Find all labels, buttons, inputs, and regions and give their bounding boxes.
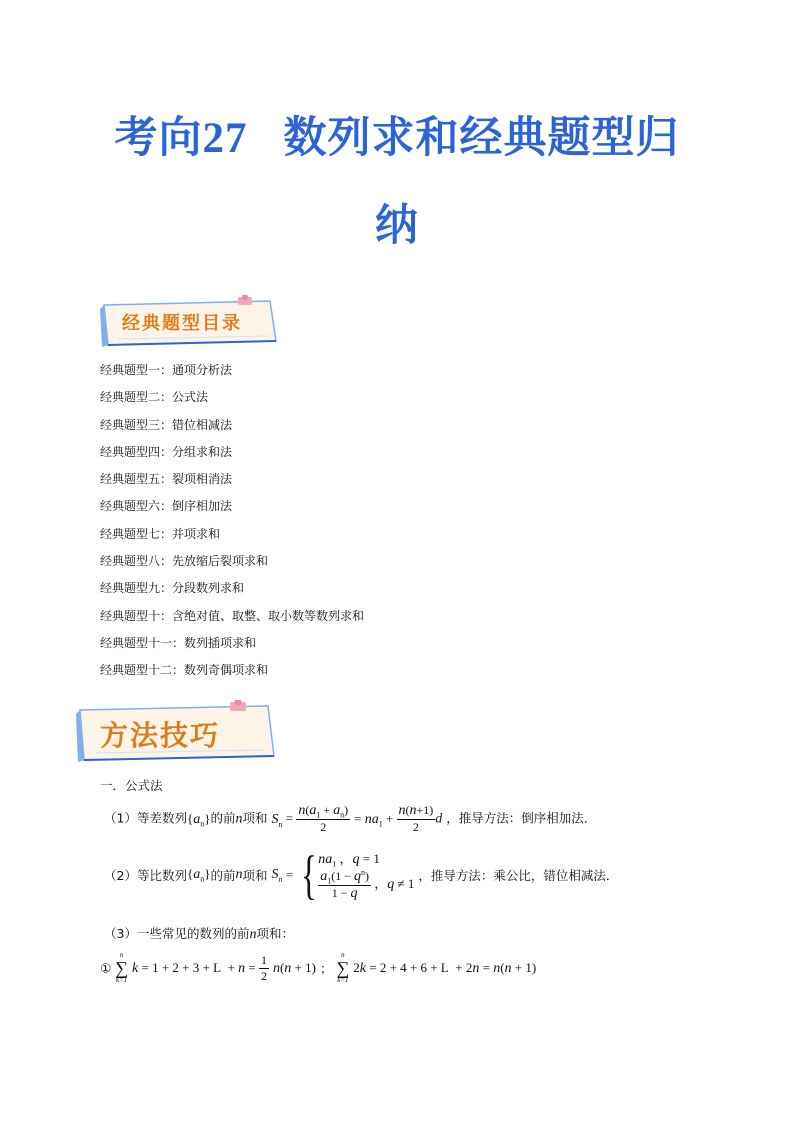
circled-one: ① [100,960,112,976]
item3-suffix: 项和： [256,926,294,941]
formula-line-3 [104,924,294,943]
seq-an: $\{a_n\}$ [186,810,211,829]
toc-item: 经典题型三：错位相减法 [100,417,233,432]
toc-item: 经典题型十二：数列奇偶项求和 [100,663,269,678]
item1-prefix: （1）等差数列 [104,810,187,826]
item2-mid: 的前 [210,868,236,883]
toc-item: 经典题型四：分组求和法 [100,444,233,459]
toc-item: 经典题型一：通项分析法 [100,363,233,377]
item2-prefix: （2）等比数列 [104,868,187,883]
sum-symbol-1: n ∑ k=1 [115,951,129,984]
page-title-line1 [0,104,794,165]
banner-method-label: 方法技巧 [100,719,221,752]
formula-line-1: （1）等差数列$\{a_n\}$的前n项和 $S_n$ = $\frac{n(a_1 + a_n)}{2}$ = $na_1$ + $\frac{n(n+1)}{2}$ d ，推导方法：倒序相加法． [104,803,597,835]
item2-suffix: 项和 [242,868,268,883]
banner-method [74,700,284,766]
section-heading: 一．公式法 [100,778,163,793]
sep: ； [319,961,333,976]
item1-suffix: 项和 [242,810,268,826]
item1-n: n [235,811,243,827]
toc-item: 经典题型二：公式法 [100,390,209,405]
item3-prefix: （3）一些常见的数列的前 [104,926,250,941]
banner-toc [98,295,288,351]
toc-item: 经典题型五：裂项相消法 [100,472,233,487]
item2-n: n [235,867,243,882]
title-text: 数列求和经典题型归 [283,113,680,163]
item2-tail: ，推导方法：乘公比，错位相减法． [418,868,619,883]
banner-toc-label: 经典题型目录 [122,313,242,334]
page-title-line2: 纳 [375,201,419,251]
formula-line-2: （2）等比数列$\{a_n\}$的前n项和 $S_n$ = { $na_1$ ，q = 1 $\frac{a_1(1 - q^n)}{1 - q}$ ，q ≠ 1 ，推导方法：乘公比，错位相减法． [104,845,619,905]
formula-sn: $S_n$ [271,811,283,829]
sum-symbol-2: n ∑ k=1 [336,951,350,984]
toc-list [100,361,364,689]
formula-line-4: ① n ∑ k=1 k = 1 + 2 + 3 + L + n = $\frac{1}{2}$ n(n + 1) ； n ∑ k=1 2k = 2 + 4 + 6 + L + 2n = n(n + 1) [100,951,537,984]
toc-item: 经典题型八：先放缩后裂项求和 [100,554,269,569]
item3-n: n [249,927,257,942]
frac-arith-2: $\frac{n(n+1)}{2}$ [398,803,434,835]
title-number: 27 [202,115,248,162]
toc-item: 经典题型六：倒序相加法 [100,499,233,514]
toc-item: 经典题型七：并项求和 [100,526,221,541]
piecewise-cases: $na_1$ ，q = 1 $\frac{a_1(1 - q^n)}{1 - q}$ ，q ≠ 1 [318,850,415,902]
title-prefix: 考向 [114,113,203,163]
frac-arith-1: $\frac{n(a_1 + a_n)}{2}$ [298,803,349,835]
item1-mid: 的前 [210,810,236,826]
toc-item: 经典题型十一：数列插项求和 [100,635,257,650]
item1-tail: ，推导方法：倒序相加法． [446,810,597,826]
toc-item: 经典题型九：分段数列求和 [100,581,245,596]
toc-item: 经典题型十：含绝对值、取整、取小数等数列求和 [100,608,365,623]
